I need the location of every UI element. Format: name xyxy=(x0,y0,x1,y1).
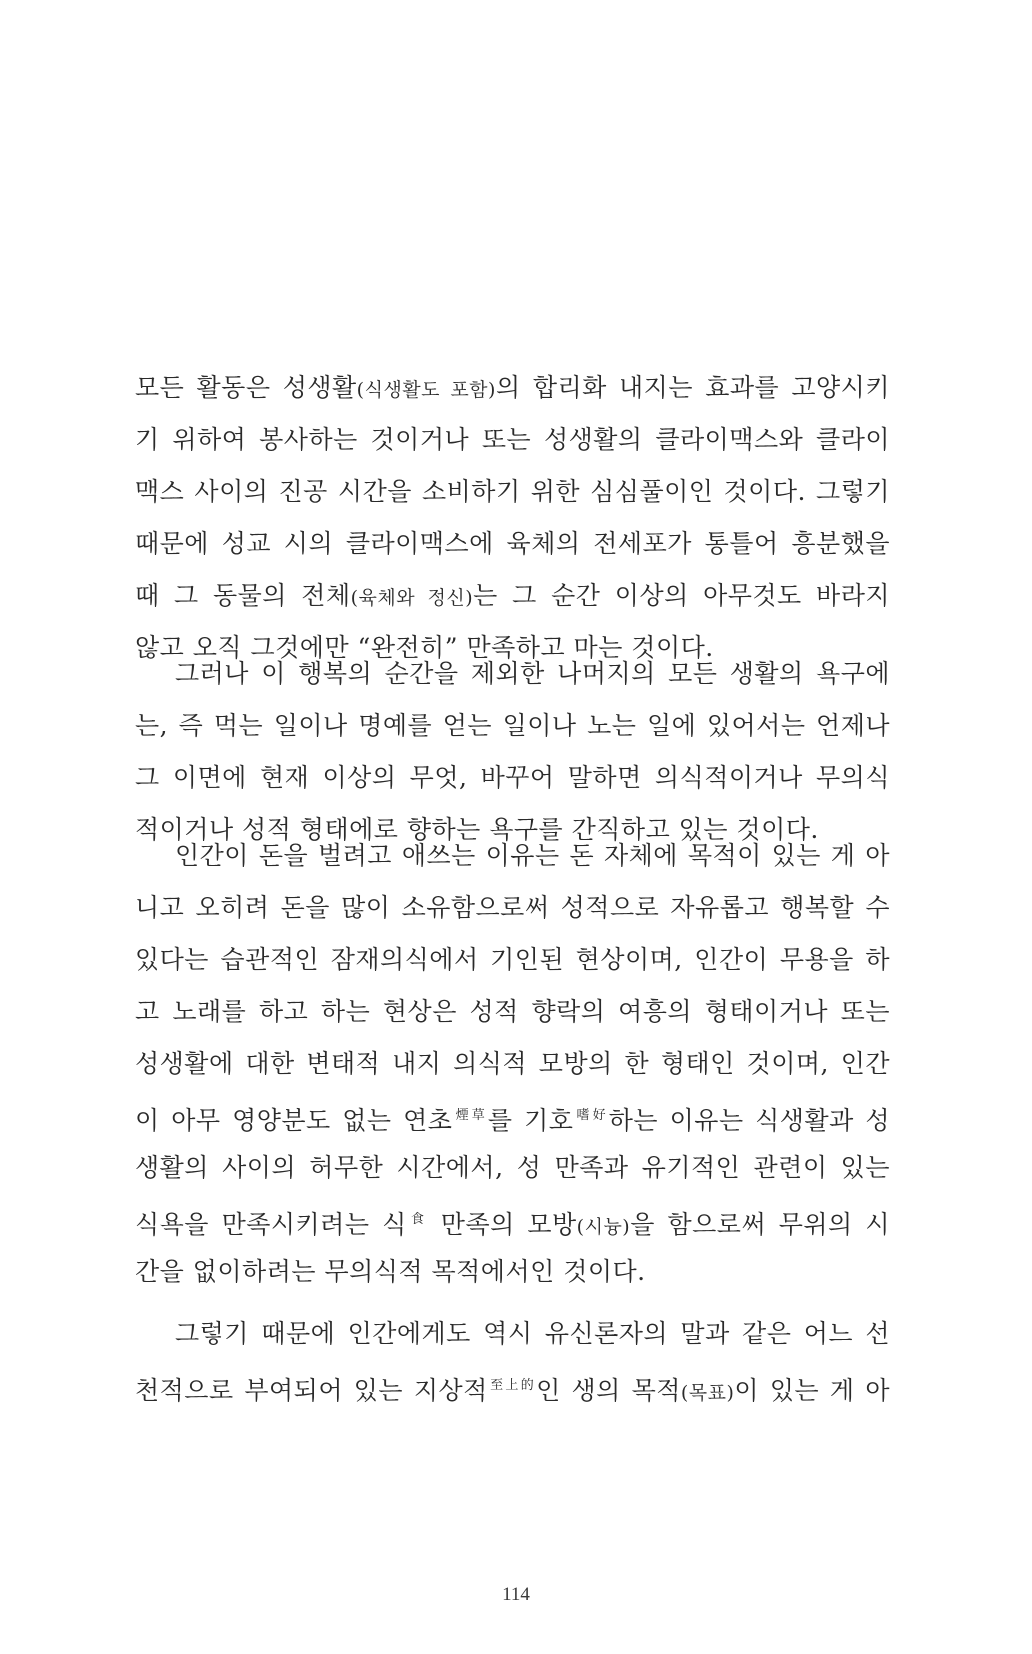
text-segment: 고 노래를 하고 하는 현상은 성적 향락의 여흥의 형태이거나 또는 xyxy=(135,997,890,1026)
text-line xyxy=(135,466,890,518)
text-line xyxy=(135,1038,890,1090)
text-segment: 그러나 이 행복의 순간을 제외한 나머지의 모든 생활의 욕구에 xyxy=(175,659,890,688)
text-line xyxy=(135,1246,890,1298)
page-number: 114 xyxy=(502,1584,530,1605)
text-segment: 때 그 동물의 전체 xyxy=(135,581,351,610)
parenthetical-note: (시늉) xyxy=(576,1216,631,1238)
parenthetical-note: (목표) xyxy=(680,1382,735,1404)
text-line xyxy=(135,570,890,622)
text-segment: 를 기호 xyxy=(487,1106,574,1135)
text-segment: 모든 활동은 성생활 xyxy=(135,373,357,402)
text-segment: 때문에 성교 시의 클라이맥스에 육체의 전세포가 통틀어 흥분했을 xyxy=(135,529,890,558)
hanja-annotation: 至上的 xyxy=(487,1378,537,1393)
text-segment: 기 위하여 봉사하는 것이거나 또는 성생활의 클라이맥스와 클라이 xyxy=(135,425,890,454)
text-line xyxy=(135,934,890,986)
text-line xyxy=(135,882,890,934)
text-segment: 그 이면에 현재 이상의 무엇, 바꾸어 말하면 의식적이거나 무의식 xyxy=(135,763,890,792)
text-line xyxy=(135,1090,890,1142)
paragraph xyxy=(135,648,890,856)
text-line xyxy=(135,648,890,700)
text-segment: 이 있는 게 아 xyxy=(734,1376,890,1405)
text-segment: 적이거나 성적 형태에로 향하는 욕구를 간직하고 있는 것이다. xyxy=(135,815,819,844)
text-segment: 생활의 사이의 허무한 시간에서, 성 만족과 유기적인 관련이 있는 xyxy=(135,1153,890,1182)
paragraph xyxy=(135,362,890,674)
text-segment: 을 함으로써 무위의 시 xyxy=(630,1210,890,1239)
text-line xyxy=(135,986,890,1038)
text-segment: 그렇기 때문에 인간에게도 역시 유신론자의 말과 같은 어느 선 xyxy=(175,1319,890,1348)
parenthetical-note: (식생활도 포함) xyxy=(356,379,496,401)
text-line xyxy=(135,752,890,804)
hanja-annotation: 食 xyxy=(406,1212,429,1227)
hanja-annotation: 煙草 xyxy=(452,1108,488,1123)
text-segment: 천적으로 부여되어 있는 지상적 xyxy=(135,1376,488,1405)
text-segment: 하는 이유는 식생활과 성 xyxy=(608,1106,890,1135)
text-line xyxy=(135,1194,890,1246)
text-line xyxy=(135,414,890,466)
hanja-annotation: 嗜好 xyxy=(573,1108,609,1123)
paragraph xyxy=(135,1308,890,1412)
text-segment: 는, 즉 먹는 일이나 명예를 얻는 일이나 노는 일에 있어서는 언제나 xyxy=(135,711,890,740)
text-segment: 만족의 모방 xyxy=(428,1210,577,1239)
text-segment: 있다는 습관적인 잠재의식에서 기인된 현상이며, 인간이 무용을 하 xyxy=(135,945,890,974)
text-segment: 이 아무 영양분도 없는 연초 xyxy=(135,1106,453,1135)
text-segment: 간을 없이하려는 무의식적 목적에서인 것이다. xyxy=(135,1257,646,1286)
text-segment: 의 합리화 내지는 효과를 고양시키 xyxy=(495,373,890,402)
body-text xyxy=(135,0,890,1654)
text-line xyxy=(135,1360,890,1412)
text-line xyxy=(135,1142,890,1194)
text-segment: 식욕을 만족시키려는 식 xyxy=(135,1210,407,1239)
text-line xyxy=(135,1308,890,1360)
text-line xyxy=(135,830,890,882)
text-line xyxy=(135,518,890,570)
text-segment: 인 생의 목적 xyxy=(536,1376,681,1405)
text-line xyxy=(135,362,890,414)
text-segment: 인간이 돈을 벌려고 애쓰는 이유는 돈 자체에 목적이 있는 게 아 xyxy=(175,841,890,870)
text-segment: 성생활에 대한 변태적 내지 의식적 모방의 한 형태인 것이며, 인간 xyxy=(135,1049,890,1078)
paragraph xyxy=(135,830,890,1298)
text-line xyxy=(135,700,890,752)
text-segment: 는 그 순간 이상의 아무것도 바라지 xyxy=(473,581,890,610)
parenthetical-note: (육체와 정신) xyxy=(350,587,474,609)
text-segment: 않고 오직 그것에만 “완전히” 만족하고 마는 것이다. xyxy=(135,633,714,662)
text-segment: 맥스 사이의 진공 시간을 소비하기 위한 심심풀이인 것이다. 그렇기 xyxy=(135,477,890,506)
text-segment: 니고 오히려 돈을 많이 소유함으로써 성적으로 자유롭고 행복할 수 xyxy=(135,893,890,922)
